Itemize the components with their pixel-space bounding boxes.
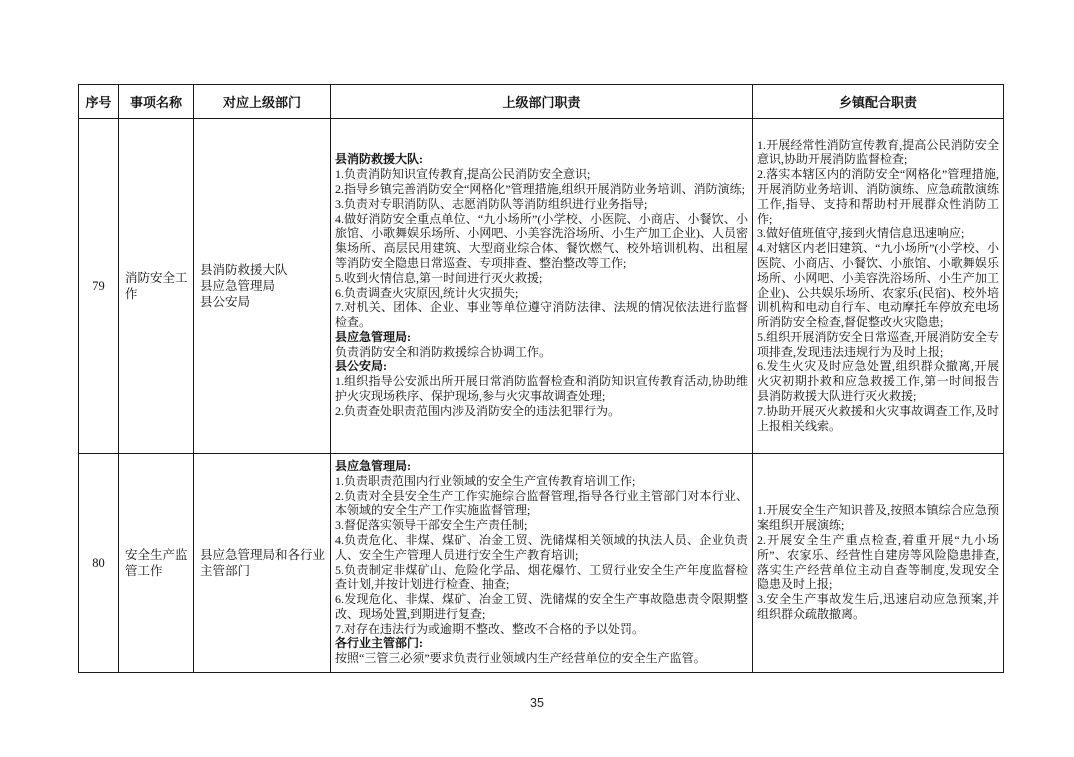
duty-line: 2.指导乡镇完善消防安全“网格化”管理措施,组织开展消防业务培训、消防演练; [335,181,745,196]
superior-departments [194,119,331,454]
page-number: 35 [530,696,544,710]
column-header-no: 序号 [79,85,119,119]
duty-line: 3.督促落实领导干部安全生产责任制; [335,518,528,533]
duty-line: 5.组织开展消防安全日常巡查,开展消防安全专项排查,发现违法违规行为及时上报; [757,329,999,359]
duty-line: 各行业主管部门: [335,636,423,651]
duty-line: 5.负责制定非煤矿山、危险化学品、烟花爆竹、工贸行业安全生产年度监督检查计划,并按计划进行检查、抽查; [335,562,748,592]
superior-departments [194,454,331,673]
duty-line: 县公安局: [335,359,387,374]
duty-line: 1.负责消防知识宣传教育,提高公民消防安全意识; [335,167,591,182]
duty-line: 4.做好消防安全重点单位、“九小场所”(小学校、小医院、小商店、小餐饮、小旅馆、小歌舞娱乐场所、小网吧、小美容洗浴场所、小生产加工企业)、人员密集场所、高层民用建筑、大型商业综合体、餐饮燃气、校外培训机构、出租屋等消防安全隐患日常巡查、专项排查、整治整改等工作; [335,211,748,270]
township-duties [753,119,1004,454]
duty-line: 按照“三管三必须”要求负责行业领域内生产经营单位的安全生产监管。 [335,651,706,666]
township-duties [753,454,1004,673]
row-number: 80 [79,454,119,673]
duty-line: 3.安全生产事故发生后,迅速启动应急预案,并组织群众疏散撤离。 [757,592,999,621]
table-row [79,454,1004,673]
column-header-township-duties: 乡镇配合职责 [753,85,1004,119]
item-name: 安全生产监管工作 [119,454,194,673]
duty-line: 2.开展安全生产重点检查,着重开展“九小场所”、农家乐、经营性自建房等风险隐患排查,落实生产经营单位主动自查等制度,发现安全隐患及时上报; [757,532,999,592]
duty-line: 1.开展经常性消防宣传教育,提高公民消防安全意识,协助开展消防监督检查; [757,137,999,167]
duty-line: 6.发生火灾及时应急处置,组织群众撤离,开展火灾初期扑救和应急救援工作,第一时间报告县消防救援大队进行灭火救援; [757,359,999,404]
department-line: 县消防救援大队 [200,263,288,277]
duty-line: 2.负责对全县安全生产工作实施综合监督管理,指导各行业主管部门对本行业、本领域的安全生产工作实施监督管理; [335,488,748,518]
duty-line: 县应急管理局: [335,458,411,473]
duty-line: 7.协助开展灭火救援和火灾事故调查工作,及时上报相关线索。 [757,403,999,433]
duty-line: 7.对存在违法行为或逾期不整改、整改不合格的予以处罚。 [335,621,645,636]
column-header-item-name: 事项名称 [119,85,194,119]
duty-line: 6.负责调查火灾原因,统计火灾损失; [335,285,519,300]
duty-line: 3.负责对专职消防队、志愿消防队等消防组织进行业务指导; [335,196,648,211]
duty-line: 1.开展安全生产知识普及,按照本镇综合应急预案组织开展演练; [757,503,999,533]
duty-line: 县应急管理局: [335,329,411,344]
duty-line: 负责消防安全和消防救援综合协调工作。 [335,344,552,359]
duty-line: 7.对机关、团体、企业、事业等单位遵守消防法律、法规的情况依法进行监督检查。 [335,300,748,330]
duty-line: 1.组织指导公安派出所开展日常消防监督检查和消防知识宣传教育活动,协助维护火灾现场秩序、保护现场,参与火灾事故调查处理; [335,374,748,404]
duty-line: 县消防救援大队: [335,152,423,167]
duty-line: 4.负责危化、非煤、煤矿、冶金工贸、洗储煤相关领域的执法人员、企业负责人、安全生产管理人员进行安全生产教育培训; [335,532,748,562]
duty-line: 6.发现危化、非煤、煤矿、冶金工贸、洗储煤的安全生产事故隐患责令限期整改、现场处置,到期进行复查; [335,592,748,621]
superior-duties [331,454,753,673]
duty-line: 2.落实本辖区内的消防安全“网格化”管理措施,开展消防业务培训、消防演练、应急疏散演练工作,指导、支持和帮助村开展群众性消防工作; [757,167,999,226]
duty-line: 5.收到火情信息,第一时间进行灭火救援; [335,270,543,285]
row-number: 79 [79,119,119,454]
duty-line: 1.负责职责范围内行业领域的安全生产宣传教育培训工作; [335,473,636,488]
superior-duties [331,119,753,454]
duties-table [78,84,1004,673]
duty-line: 2.负责查处职责范围内涉及消防安全的违法犯罪行为。 [335,403,621,418]
duty-line: 3.做好值班值守,接到火情信息迅速响应; [757,226,965,241]
department-line: 县应急管理局和各行业主管部门 [200,548,326,578]
duty-line: 4.对辖区内老旧建筑、“九小场所”(小学校、小医院、小商店、小餐饮、小旅馆、小歌舞娱乐场所、小网吧、小美容洗浴场所、小生产加工企业)、公共娱乐场所、农家乐(民宿)、校外培训机构和电动自行车、电动摩托车停放充电场所消防安全检查,督促整改火灾隐患; [757,241,999,330]
department-line: 县公安局 [200,295,251,309]
column-header-superior-dept: 对应上级部门 [194,85,331,119]
table-header-row [79,85,1004,119]
department-line: 县应急管理局 [200,279,276,293]
column-header-superior-duties: 上级部门职责 [331,85,753,119]
item-name: 消防安全工作 [119,119,194,454]
table-row [79,119,1004,454]
